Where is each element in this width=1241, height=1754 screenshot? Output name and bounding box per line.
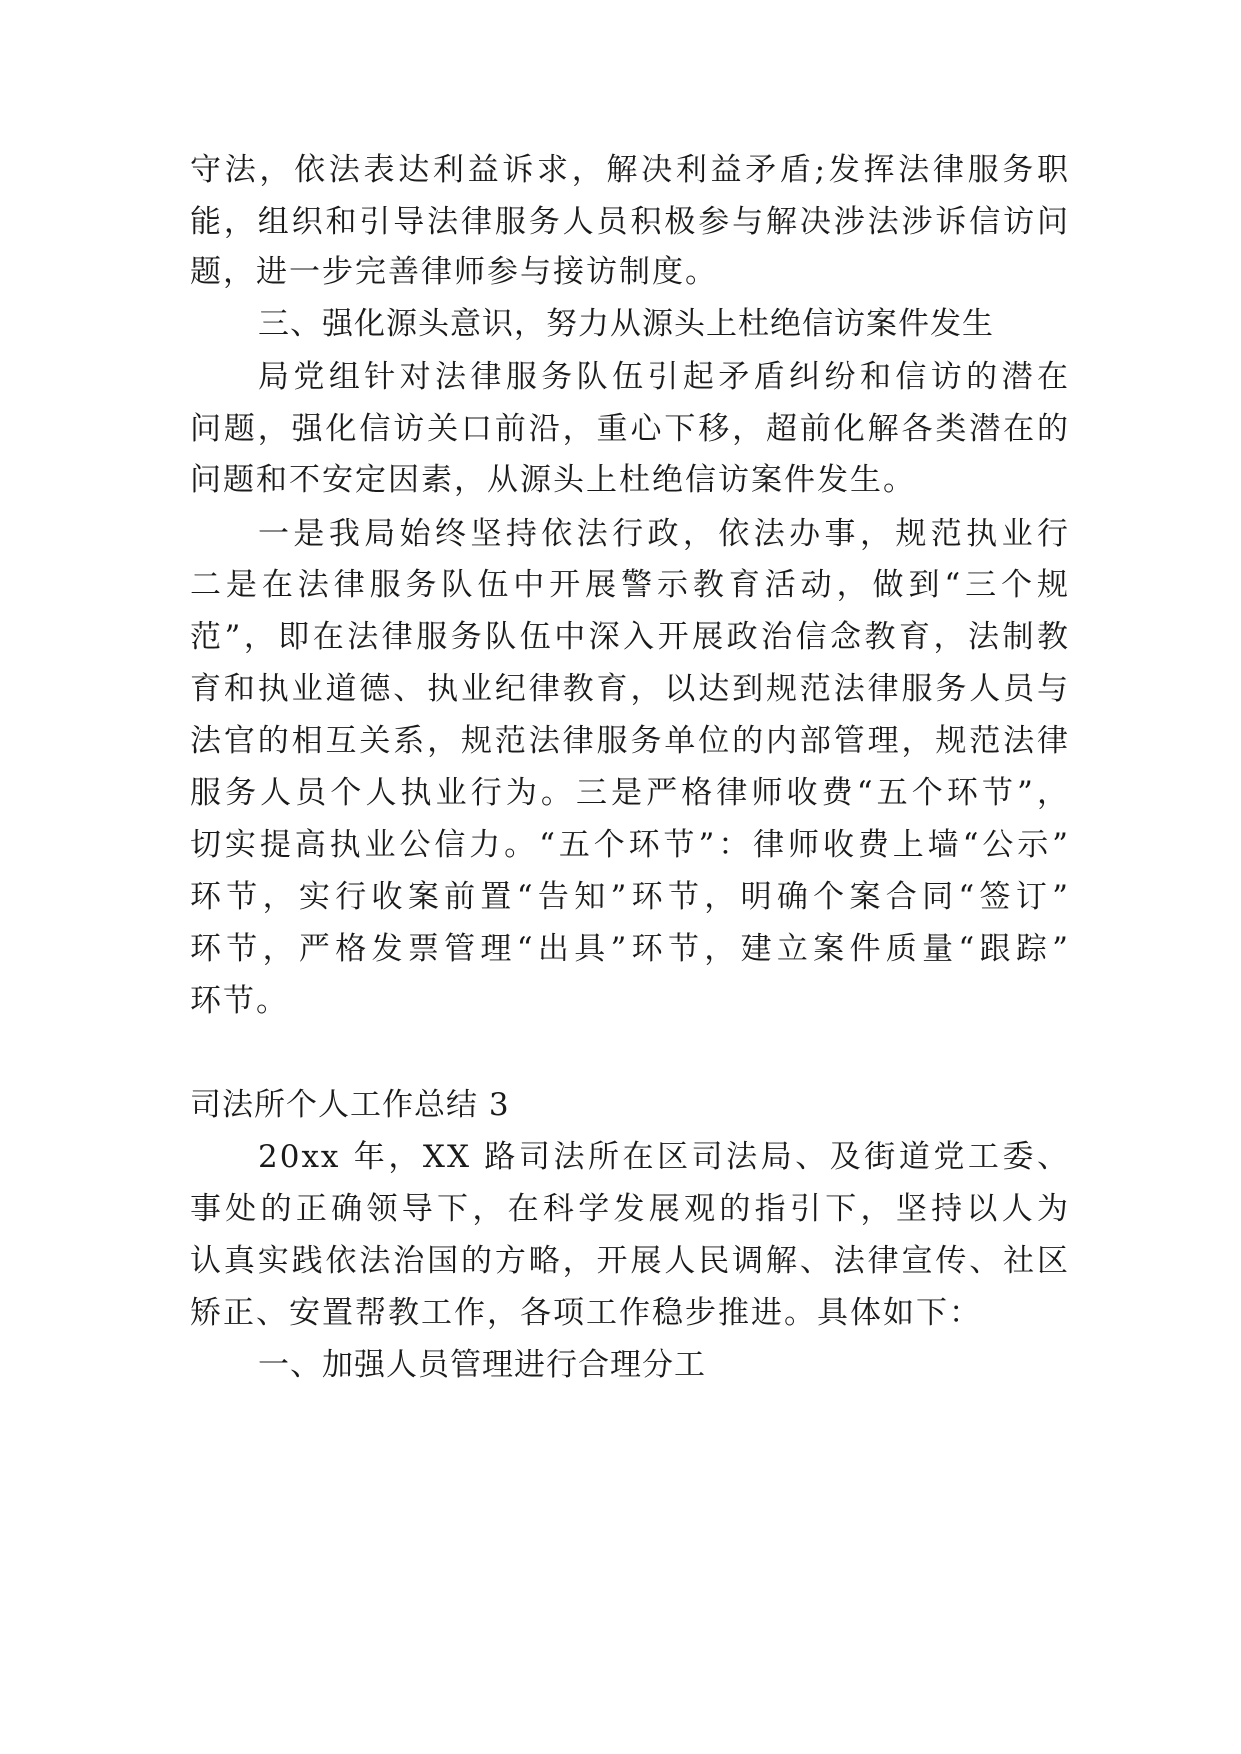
paragraph-line: 能，组织和引导法律服务人员积极参与解决涉法涉诉信访问 (190, 204, 1070, 240)
paragraph-line: 环节。 (190, 983, 289, 1019)
paragraph-line: 服务人员个人执业行为。三是严格律师收费“五个环节”， (190, 775, 1070, 811)
section-heading: 一、加强人员管理进行合理分工 (258, 1347, 706, 1383)
paragraph-line: 事处的正确领导下，在科学发展观的指引下，坚持以人为 (190, 1191, 1070, 1227)
paragraph-line: 环节，严格发票管理“出具”环节，建立案件质量“跟踪” (190, 931, 1070, 967)
section-heading: 三、强化源头意识，努力从源头上杜绝信访案件发生 (258, 306, 994, 342)
paragraph-line: 一是我局始终坚持依法行政，依法办事，规范执业行 (258, 516, 1070, 552)
paragraph-line: 环节，实行收案前置“告知”环节，明确个案合同“签订” (190, 879, 1070, 915)
paragraph-line: 局党组针对法律服务队伍引起矛盾纠纷和信访的潜在 (258, 359, 1070, 395)
paragraph-line: 认真实践依法治国的方略，开展人民调解、法律宣传、社区 (190, 1243, 1070, 1279)
paragraph-line: 法官的相互关系，规范法律服务单位的内部管理，规范法律 (190, 723, 1070, 759)
paragraph-line: 育和执业道德、执业纪律教育，以达到规范法律服务人员与 (190, 671, 1070, 707)
paragraph-line: 问题和不安定因素，从源头上杜绝信访案件发生。 (190, 462, 916, 498)
paragraph-line: 切实提高执业公信力。“五个环节”：律师收费上墙“公示” (190, 827, 1070, 863)
paragraph-line: 矫正、安置帮教工作，各项工作稳步推进。具体如下： (190, 1295, 982, 1331)
paragraph-line: 20xx 年，XX 路司法所在区司法局、及街道党工委、 (258, 1139, 1070, 1175)
paragraph-line: 问题，强化信访关口前沿，重心下移，超前化解各类潜在的 (190, 411, 1070, 447)
paragraph-line: 题，进一步完善律师参与接访制度。 (190, 254, 718, 290)
paragraph-line: 范”，即在法律服务队伍中深入开展政治信念教育，法制教 (190, 619, 1070, 655)
section-title: 司法所个人工作总结 3 (190, 1087, 510, 1123)
paragraph-line: 守法，依法表达利益诉求，解决利益矛盾;发挥法律服务职 (190, 152, 1070, 188)
paragraph-line: 二是在法律服务队伍中开展警示教育活动，做到“三个规 (190, 567, 1070, 603)
